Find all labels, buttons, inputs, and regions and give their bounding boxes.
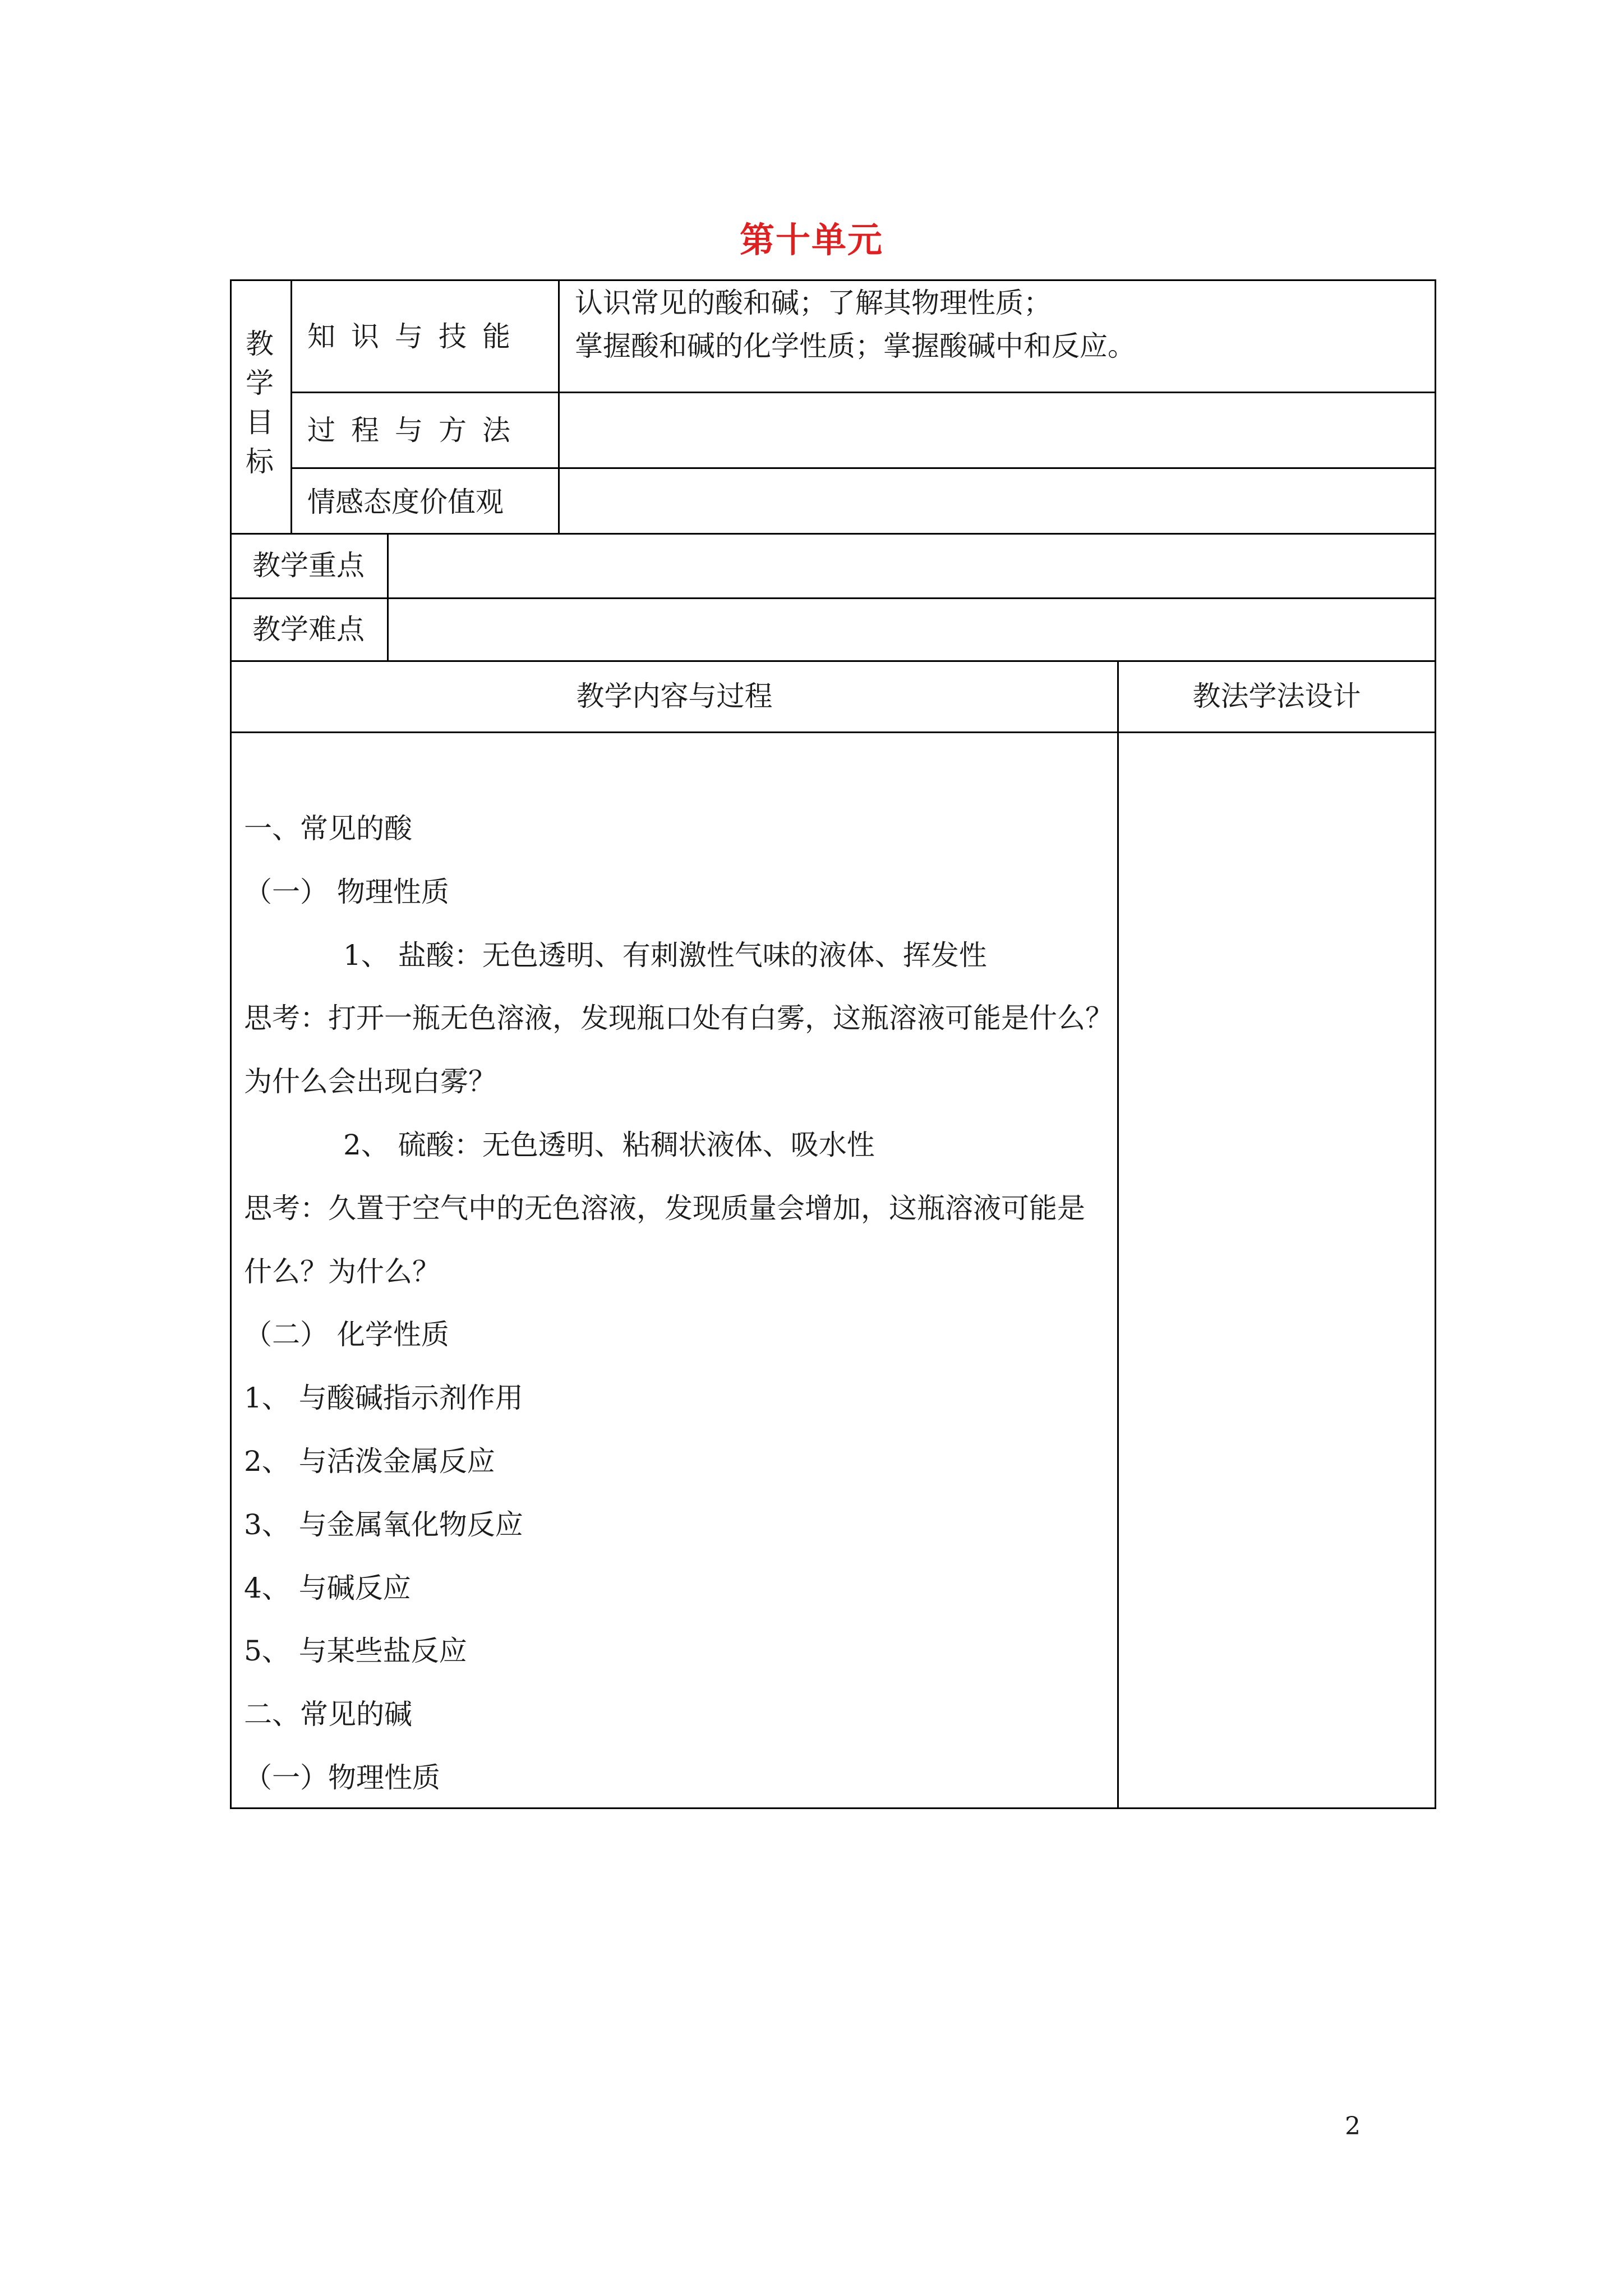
table-border-bottom (230, 1807, 1436, 1809)
body-line: 思考：久置于空气中的无色溶液，发现质量会增加，这瓶溶液可能是 (244, 1192, 1085, 1225)
group-char: 学 (246, 367, 274, 399)
body-line: 3、 与金属氧化物反应 (244, 1508, 523, 1541)
table-border-right (1435, 279, 1436, 1809)
table-border-top (230, 279, 1436, 281)
body-line: 1、 盐酸：无色透明、有刺激性气味的液体、挥发性 (343, 939, 987, 972)
group-char: 目 (246, 406, 274, 439)
group-char: 标 (246, 445, 274, 478)
body-line: 为什么会出现白雾？ (244, 1065, 496, 1098)
header-content-process: 教学内容与过程 (576, 680, 773, 712)
objectives-group-label (240, 330, 279, 487)
col-divider-group (291, 279, 292, 535)
body-line: （二） 化学性质 (244, 1318, 449, 1351)
row-divider-1 (291, 392, 1436, 393)
col-divider-method (1117, 660, 1119, 1809)
col-divider-label (558, 279, 560, 535)
body-line: 2、 硫酸：无色透明、粘稠状液体、吸水性 (343, 1129, 875, 1161)
header-method-design: 教法学法设计 (1192, 680, 1361, 712)
row-divider-3 (230, 533, 1436, 535)
label-attitudes-values: 情感态度价值观 (307, 486, 504, 518)
body-line: 2、 与活泼金属反应 (244, 1445, 495, 1478)
label-process-methods: 过程与方法 (307, 414, 526, 447)
body-line: （一）物理性质 (244, 1761, 440, 1794)
body-line: 4、 与碱反应 (244, 1572, 411, 1604)
body-line: 1、 与酸碱指示剂作用 (244, 1382, 523, 1414)
objective-content-line: 掌握酸和碱的化学性质；掌握酸碱中和反应。 (575, 330, 1136, 362)
label-difficulty: 教学难点 (252, 613, 365, 646)
page-number: 2 (1345, 2112, 1361, 2141)
objective-content-line: 认识常见的酸和碱；了解其物理性质； (575, 287, 1052, 319)
body-line: （一） 物理性质 (244, 876, 449, 908)
table-border-left (230, 279, 232, 1809)
body-line: 二、常见的碱 (244, 1698, 412, 1731)
label-key-point: 教学重点 (252, 549, 365, 582)
row-divider-6 (230, 731, 1436, 733)
body-line: 5、 与某些盐反应 (244, 1635, 467, 1667)
page-title: 第十单元 (739, 219, 883, 260)
label-knowledge-skills: 知识与技能 (307, 320, 526, 353)
body-line: 思考：打开一瓶无色溶液，发现瓶口处有白雾，这瓶溶液可能是什么？ (244, 1002, 1113, 1034)
group-char: 教 (246, 328, 274, 360)
body-line: 什么？为什么？ (244, 1255, 440, 1288)
row-divider-5 (230, 660, 1436, 662)
row-divider-4 (230, 597, 1436, 599)
row-divider-2 (291, 467, 1436, 469)
body-line: 一、常见的酸 (244, 812, 412, 845)
col-divider-keypoints (387, 533, 389, 662)
